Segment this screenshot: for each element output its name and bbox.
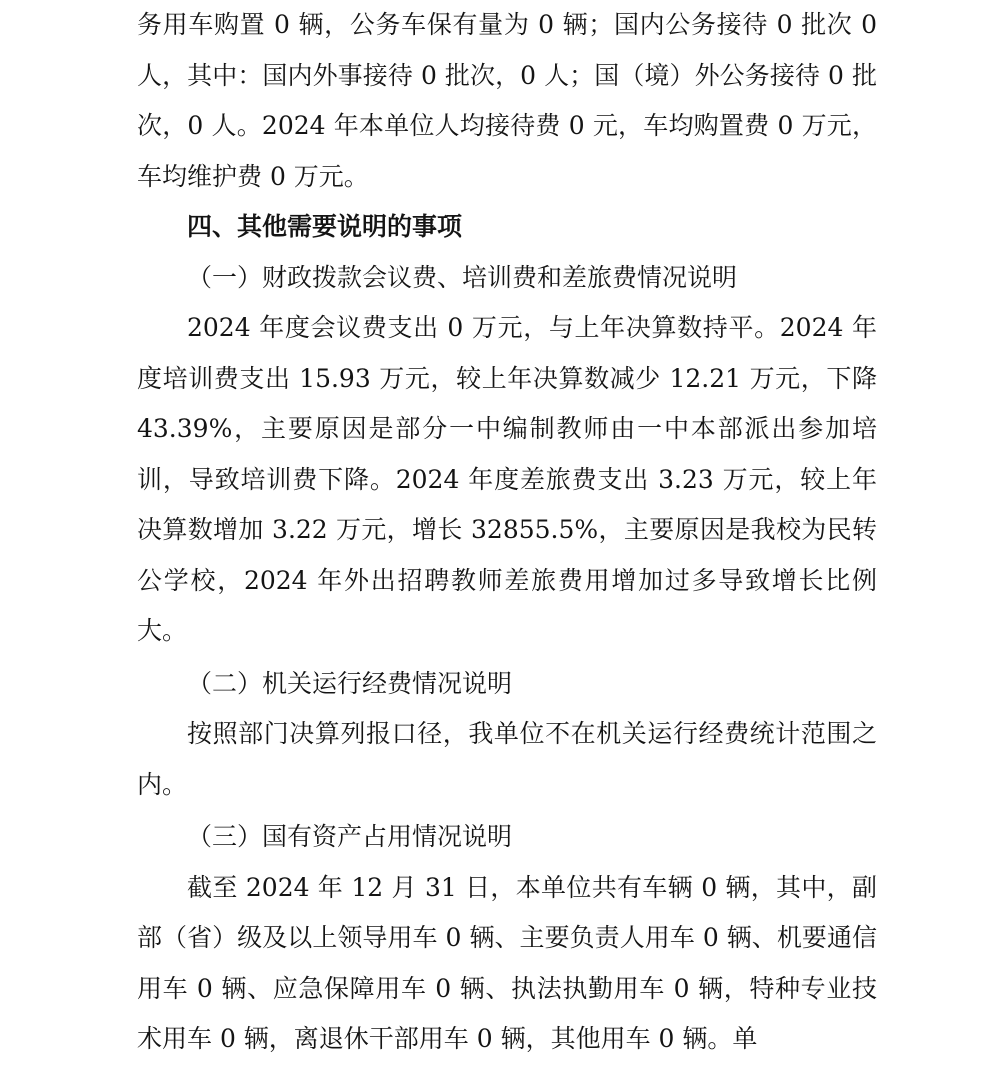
section-heading-other-matters: 四、其他需要说明的事项	[187, 212, 463, 241]
document-page	[137, 0, 877, 1065]
subheading-state-assets: （三）国有资产占用情况说明	[187, 822, 513, 851]
subheading-meeting-training-travel: （一）财政拨款会议费、培训费和差旅费情况说明	[187, 262, 738, 292]
subheading-operating-expenses: （二）机关运行经费情况说明	[187, 668, 513, 698]
paragraph-meeting-training-travel: 2024 年度会议费支出 0 万元，与上年决算数持平。2024 年度培训费支出 15.93 万元，较上年决算数减少 12.21 万元，下降 43.39%，主要原因是部分一中编制教师由一中本部派出参加培训，导致培训费下降。2024 年度差旅费支出 3.23 万元，较上年决算数增加 3.22 万元，增长 32855.5%，主要原因是我校为民转公学校，2024 年外出招聘教师差旅费用增加过多导致增长比例大。	[137, 313, 877, 645]
paragraph-operating-expenses: 按照部门决算列报口径，我单位不在机关运行经费统计范围之内。	[137, 719, 877, 799]
paragraph-continued: 务用车购置 0 辆，公务车保有量为 0 辆；国内公务接待 0 批次 0 人，其中：国内外事接待 0 批次，0 人；国（境）外公务接待 0 批次，0 人。2024 年本单位人均接待费 0 元，车均购置费 0 万元，车均维护费 0 万元。	[137, 10, 877, 191]
paragraph-state-assets: 截至 2024 年 12 月 31 日，本单位共有车辆 0 辆，其中，副部（省）级及以上领导用车 0 辆、主要负责人用车 0 辆、机要通信用车 0 辆、应急保障用车 0 辆、执法执勤用车 0 辆，特种专业技术用车 0 辆，离退休干部用车 0 辆，其他用车 0 辆。单	[137, 872, 877, 1053]
